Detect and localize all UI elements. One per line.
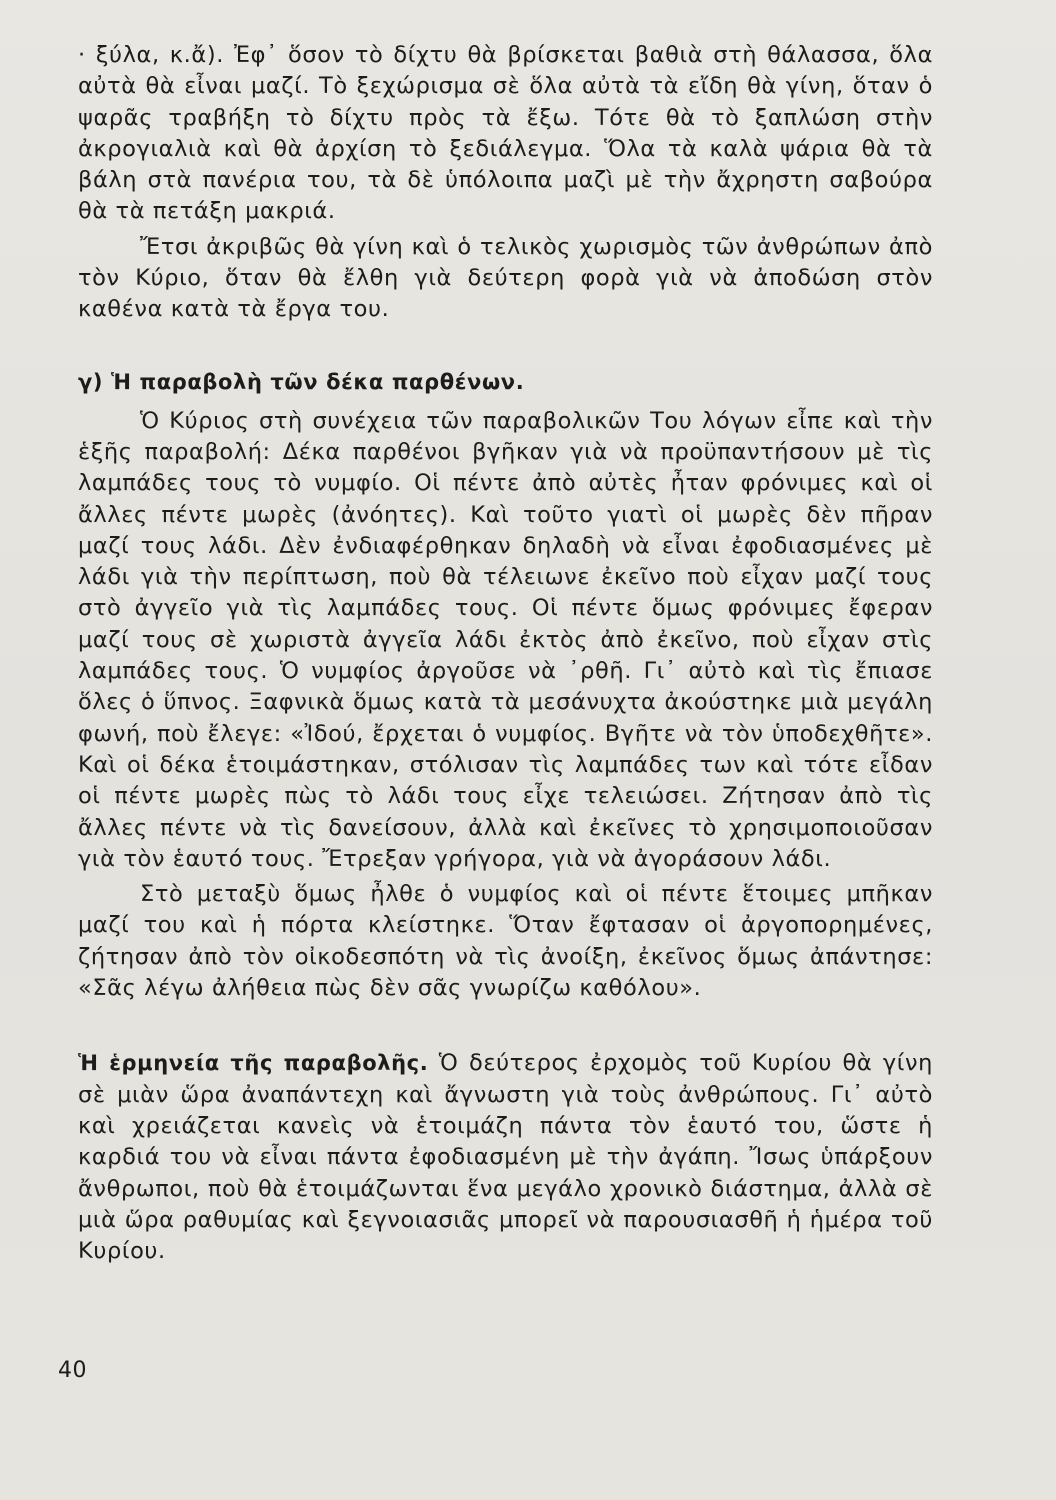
paragraph-interpretation — [78, 1048, 933, 1267]
page-body — [78, 40, 933, 1267]
interpretation-text: Ὁ δεύτερος ἐρχομὸς τοῦ Κυρίου θὰ γίνη σὲ μιὰν ὥρα ἀναπάντεχη καὶ ἄγνωστη γιὰ τοὺς ἀνθρώπους. Γι᾽ αὐτὸ καὶ χρειάζεται κανεὶς νὰ ἑτοιμάζη πάντα τὸν ἑαυτό του, ὥστε ἡ καρδιά του νὰ εἶναι πάντα ἐφοδιασμένη μὲ τὴν ἀγάπη. Ἴσως ὑπάρξουν ἄνθρωποι, ποὺ θὰ ἑτοιμάζωνται ἕνα μεγάλο χρονικὸ διάστημα, ἀλλὰ σὲ μιὰ ὥρα ραθυμίας καὶ ξεγνοιασιᾶς μπορεῖ νὰ παρουσιασθῆ ἡ ἡμέρα τοῦ Κυρίου. — [78, 1050, 933, 1265]
section-heading: γ) Ἡ παραβολὴ τῶν δέκα παρθένων. — [78, 369, 525, 394]
interpretation-heading: Ἡ ἑρμηνεία τῆς παραβολῆς. — [78, 1051, 429, 1076]
paragraph-continued: · ξύλα, κ.ἄ). Ἐφ᾽ ὅσον τὸ δίχτυ θὰ βρίσκεται βαθιὰ στὴ θάλασσα, ὅλα αὐτὰ θὰ εἶναι μαζί. Τὸ ξεχώρισμα σὲ ὅλα αὐτὰ τὰ εἴδη θὰ γίνη, ὅταν ὁ ψαρᾶς τραβήξη τὸ δίχτυ πρὸς τὰ ἔξω. Τότε θὰ τὸ ξαπλώση στὴν ἀκρογιαλιὰ καὶ θὰ ἀρχίση τὸ ξεδιάλεγμα. Ὅλα τὰ καλὰ ψάρια θὰ τὰ βάλη στὰ πανέρια του, τὰ δὲ ὑπόλοιπα μαζὶ μὲ τὴν ἄχρηστη σαβούρα θὰ τὰ πετάξη μακριά. — [78, 42, 933, 225]
paragraph-bridegroom-arrives: Στὸ μεταξὺ ὅμως ἦλθε ὁ νυμφίος καὶ οἱ πέντε ἕτοιμες μπῆκαν μαζί του καὶ ἡ πόρτα κλείστηκε. Ὅταν ἔφτασαν οἱ ἀργοπορημένες, ζήτησαν ἀπὸ τὸν οἰκοδεσπότη νὰ τὶς ἀνοίξη, ἐκεῖνος ὅμως ἀπάντησε: «Σᾶς λέγω ἀλήθεια πὼς δὲν σᾶς γνωρίζω καθόλου». — [78, 881, 933, 1002]
page-number: 40 — [58, 1358, 87, 1383]
paragraph-final-separation: Ἔτσι ἀκριβῶς θὰ γίνη καὶ ὁ τελικὸς χωρισμὸς τῶν ἀνθρώπων ἀπὸ τὸν Κύριο, ὅταν θὰ ἔλθη γιὰ δεύτερη φορὰ γιὰ νὰ ἀποδώση στὸν καθένα κατὰ τὰ ἔργα του. — [78, 233, 933, 323]
paragraph-parable-story: Ὁ Κύριος στὴ συνέχεια τῶν παραβολικῶν Του λόγων εἶπε καὶ τὴν ἑξῆς παραβολή: Δέκα παρθένοι βγῆκαν γιὰ νὰ προϋπαντήσουν μὲ τὶς λαμπάδες τους τὸ νυμφίο. Οἱ πέντε ἀπὸ αὐτὲς ἦταν φρόνιμες καὶ οἱ ἄλλες πέντε μωρὲς (ἀνόητες). Καὶ τοῦτο γιατὶ οἱ μωρὲς δὲν πῆραν μαζί τους λάδι. Δὲν ἐνδιαφέρθηκαν δηλαδὴ νὰ εἶναι ἐφοδιασμένες μὲ λάδι γιὰ τὴν περίπτωση, ποὺ θὰ τέλειωνε ἐκεῖνο ποὺ εἶχαν μαζί τους στὸ ἀγγεῖο γιὰ τὶς λαμπάδες τους. Οἱ πέντε ὅμως φρόνιμες ἔφεραν μαζί τους σὲ χωριστὰ ἀγγεῖα λάδι ἐκτὸς ἀπὸ ἐκεῖνο, ποὺ εἶχαν στὶς λαμπάδες τους. Ὁ νυμφίος ἀργοῦσε νὰ ᾽ρθῆ. Γι᾽ αὐτὸ καὶ τὶς ἔπιασε ὅλες ὁ ὕπνος. Ξαφνικὰ ὅμως κατὰ τὰ μεσάνυχτα ἀκούστηκε μιὰ μεγάλη φωνή, ποὺ ἔλεγε: «Ἰδού, ἔρχεται ὁ νυμφίος. Βγῆτε νὰ τὸν ὑποδεχθῆτε». Καὶ οἱ δέκα ἑτοιμάστηκαν, στόλισαν τὶς λαμπάδες των καὶ τότε εἶδαν οἱ πέντε μωρὲς πὼς τὸ λάδι τους εἶχε τελειώσει. Ζήτησαν ἀπὸ τὶς ἄλλες πέντε νὰ τὶς δανείσουν, ἀλλὰ καὶ ἐκεῖνες τὸ χρησιμοποιοῦσαν γιὰ τὸν ἑαυτό τους. Ἔτρεξαν γρήγορα, γιὰ νὰ ἀγοράσουν λάδι. — [78, 407, 933, 872]
